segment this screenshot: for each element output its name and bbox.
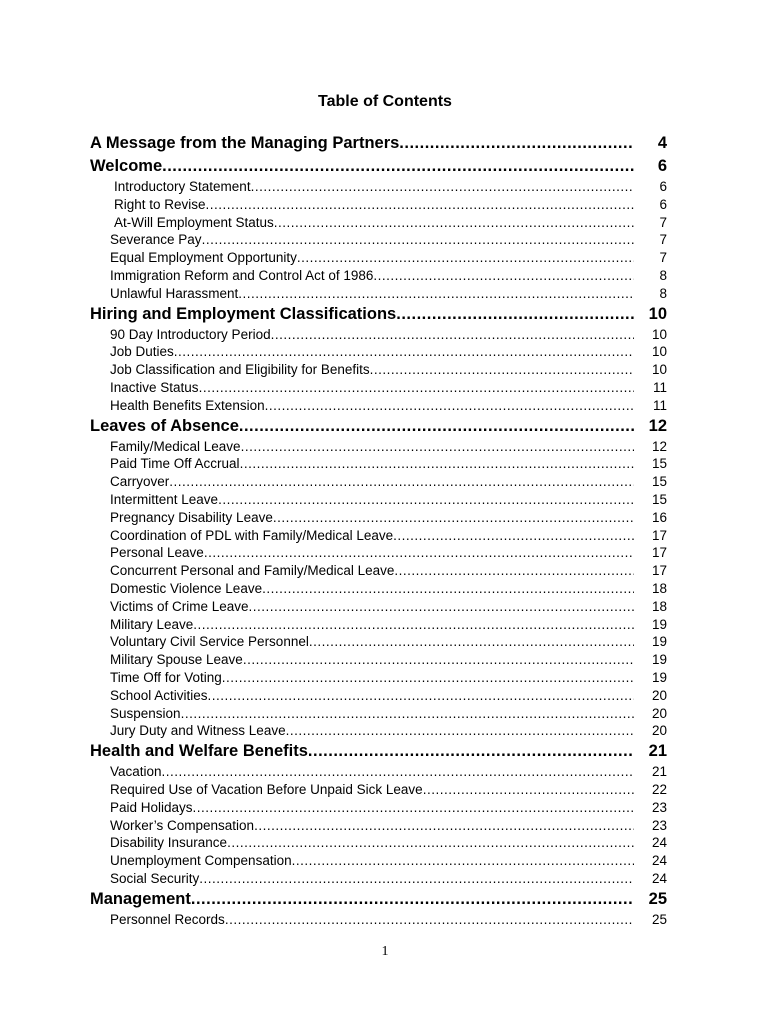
toc-dot-leader bbox=[225, 912, 634, 927]
toc-entry-label: Paid Holidays bbox=[110, 799, 193, 815]
toc-entry-label: Suspension bbox=[110, 705, 181, 721]
toc-entry-page: 8 bbox=[659, 285, 667, 301]
toc-dot-leader bbox=[206, 197, 634, 212]
toc-entry-page: 24 bbox=[651, 835, 667, 851]
toc-entry-label: Unemployment Compensation bbox=[110, 853, 292, 869]
toc-dot-leader bbox=[254, 818, 634, 833]
toc-entry-label: Introductory Statement bbox=[114, 179, 251, 194]
toc-entry-label: Jury Duty and Witness Leave bbox=[110, 723, 286, 739]
toc-entry-label: Social Security bbox=[110, 870, 200, 886]
toc-subsection-entry[interactable] bbox=[90, 215, 667, 233]
toc-subsection-entry[interactable] bbox=[90, 286, 667, 304]
toc-section-entry[interactable] bbox=[90, 134, 667, 156]
toc-dot-leader bbox=[292, 853, 634, 868]
toc-entry-page: 15 bbox=[651, 491, 667, 507]
toc-entry-label: Immigration Reform and Control Act of 1986 bbox=[110, 267, 374, 283]
toc-dot-leader bbox=[238, 286, 634, 301]
toc-entry-label: Worker’s Compensation bbox=[110, 817, 255, 833]
toc-entry-page: 16 bbox=[651, 509, 667, 525]
toc-entry-label: Inactive Status bbox=[110, 379, 199, 395]
toc-subsection-entry[interactable] bbox=[90, 545, 667, 563]
toc-entry-label: Hiring and Employment Classifications bbox=[90, 304, 397, 323]
toc-dot-leader bbox=[208, 688, 634, 703]
toc-subsection-entry[interactable] bbox=[90, 344, 667, 362]
toc-subsection-entry[interactable] bbox=[90, 688, 667, 706]
toc-entry-page: 20 bbox=[651, 705, 667, 721]
toc-dot-leader bbox=[274, 215, 634, 230]
table-of-contents bbox=[90, 134, 667, 929]
toc-section-entry[interactable] bbox=[90, 417, 667, 439]
toc-entry-page: 11 bbox=[652, 397, 667, 413]
toc-dot-leader bbox=[370, 362, 634, 377]
toc-subsection-entry[interactable] bbox=[90, 617, 667, 635]
toc-entry-label: Military Spouse Leave bbox=[110, 652, 243, 668]
toc-subsection-entry[interactable] bbox=[90, 652, 667, 670]
toc-entry-page: 19 bbox=[651, 616, 667, 632]
toc-subsection-entry[interactable] bbox=[90, 599, 667, 617]
toc-subsection-entry[interactable] bbox=[90, 706, 667, 724]
toc-subsection-entry[interactable] bbox=[90, 268, 667, 286]
toc-dot-leader bbox=[199, 871, 634, 886]
toc-dot-leader bbox=[394, 563, 634, 578]
toc-entry-label: Coordination of PDL with Family/Medical Leave bbox=[110, 527, 394, 543]
toc-entry-label: Job Classification and Eligibility for Benefits bbox=[110, 362, 370, 378]
toc-dot-leader bbox=[239, 417, 634, 436]
toc-entry-page: 17 bbox=[651, 527, 667, 543]
toc-entry-page: 15 bbox=[651, 474, 667, 490]
toc-entry-page: 7 bbox=[659, 214, 667, 230]
toc-entry-page: 4 bbox=[657, 134, 667, 152]
toc-entry-page: 20 bbox=[651, 687, 667, 703]
toc-subsection-entry[interactable] bbox=[90, 800, 667, 818]
toc-subsection-entry[interactable] bbox=[90, 912, 667, 930]
toc-entry-label: Equal Employment Opportunity bbox=[110, 250, 297, 266]
page-number: 1 bbox=[381, 944, 389, 959]
toc-entry-page: 19 bbox=[651, 634, 667, 650]
toc-subsection-entry[interactable] bbox=[90, 670, 667, 688]
toc-dot-leader bbox=[181, 706, 634, 721]
toc-entry-label: A Message from the Managing Partners bbox=[90, 134, 400, 152]
toc-dot-leader bbox=[249, 599, 634, 614]
toc-dot-leader bbox=[204, 545, 634, 560]
toc-dot-leader bbox=[423, 782, 634, 797]
toc-entry-page: 7 bbox=[659, 250, 667, 266]
toc-entry-page: 7 bbox=[659, 232, 667, 248]
toc-dot-leader bbox=[271, 327, 634, 342]
toc-entry-label: Personal Leave bbox=[110, 545, 204, 561]
toc-entry-page: 10 bbox=[651, 362, 667, 378]
toc-entry-page: 19 bbox=[651, 669, 667, 685]
toc-entry-page: 25 bbox=[651, 911, 667, 927]
toc-dot-leader bbox=[169, 474, 634, 489]
toc-entry-page: 6 bbox=[659, 179, 667, 194]
toc-dot-leader bbox=[396, 305, 634, 324]
toc-entry-label: School Activities bbox=[110, 687, 208, 703]
toc-entry-page: 15 bbox=[651, 456, 667, 472]
toc-entry-page: 23 bbox=[651, 799, 667, 815]
toc-subsection-entry[interactable] bbox=[90, 456, 667, 474]
toc-entry-label: Leaves of Absence bbox=[90, 416, 239, 435]
toc-dot-leader bbox=[373, 268, 634, 283]
toc-subsection-entry[interactable] bbox=[90, 835, 667, 853]
toc-subsection-entry[interactable] bbox=[90, 581, 667, 599]
toc-entry-label: Voluntary Civil Service Personnel bbox=[110, 634, 309, 650]
toc-entry-page: 17 bbox=[651, 545, 667, 561]
toc-subsection-entry[interactable] bbox=[90, 528, 667, 546]
toc-entry-label: Job Duties bbox=[110, 344, 174, 360]
toc-dot-leader bbox=[162, 157, 634, 176]
toc-dot-leader bbox=[191, 890, 634, 909]
toc-entry-page: 12 bbox=[651, 438, 667, 454]
toc-dot-leader bbox=[193, 617, 634, 632]
toc-subsection-entry[interactable] bbox=[90, 818, 667, 836]
toc-dot-leader bbox=[202, 232, 634, 247]
toc-entry-label: Concurrent Personal and Family/Medical Leave bbox=[110, 563, 395, 579]
toc-subsection-entry[interactable] bbox=[90, 871, 667, 889]
toc-dot-leader bbox=[199, 380, 634, 395]
toc-subsection-entry[interactable] bbox=[90, 232, 667, 250]
toc-entry-label: Intermittent Leave bbox=[110, 491, 219, 507]
page-title: Table of Contents bbox=[318, 93, 452, 110]
toc-entry-page: 11 bbox=[652, 379, 667, 395]
toc-entry-page: 12 bbox=[648, 416, 667, 435]
toc-entry-page: 21 bbox=[651, 764, 667, 780]
toc-entry-label: Right to Revise bbox=[114, 196, 206, 212]
toc-subsection-entry[interactable] bbox=[90, 380, 667, 398]
toc-section-entry[interactable] bbox=[90, 742, 667, 764]
toc-section-entry[interactable] bbox=[90, 890, 667, 912]
toc-entry-page: 10 bbox=[651, 326, 667, 342]
toc-entry-page: 10 bbox=[648, 304, 667, 323]
toc-entry-label: At-Will Employment Status bbox=[114, 214, 274, 230]
toc-dot-leader bbox=[162, 764, 634, 779]
toc-dot-leader bbox=[227, 835, 634, 850]
toc-entry-page: 6 bbox=[657, 157, 667, 175]
toc-section-entry[interactable] bbox=[90, 305, 667, 327]
toc-dot-leader bbox=[273, 510, 634, 525]
toc-subsection-entry[interactable] bbox=[90, 492, 667, 510]
toc-entry-page: 19 bbox=[651, 652, 667, 668]
toc-entry-label: Severance Pay bbox=[110, 232, 202, 248]
toc-entry-page: 24 bbox=[651, 870, 667, 886]
toc-entry-label: Domestic Violence Leave bbox=[110, 580, 263, 596]
toc-entry-label: 90 Day Introductory Period bbox=[110, 326, 271, 342]
toc-subsection-entry[interactable] bbox=[90, 250, 667, 268]
toc-dot-leader bbox=[243, 652, 634, 667]
toc-entry-page: 18 bbox=[651, 598, 667, 614]
toc-entry-label: Disability Insurance bbox=[110, 835, 228, 851]
toc-entry-label: Health and Welfare Benefits bbox=[90, 742, 308, 761]
toc-subsection-entry[interactable] bbox=[90, 853, 667, 871]
toc-entry-label: Military Leave bbox=[110, 616, 194, 632]
toc-entry-label: Health Benefits Extension bbox=[110, 397, 265, 413]
toc-subsection-entry[interactable] bbox=[90, 197, 667, 215]
toc-entry-page: 20 bbox=[651, 723, 667, 739]
toc-entry-page: 21 bbox=[648, 742, 667, 761]
toc-dot-leader bbox=[399, 134, 634, 153]
toc-subsection-entry[interactable] bbox=[90, 398, 667, 416]
toc-subsection-entry[interactable] bbox=[90, 439, 667, 457]
toc-entry-label: Welcome bbox=[90, 157, 163, 175]
toc-dot-leader bbox=[218, 492, 634, 507]
toc-entry-label: Required Use of Vacation Before Unpaid Sick Leave bbox=[110, 781, 423, 797]
toc-subsection-entry[interactable] bbox=[90, 510, 667, 528]
toc-entry-page: 18 bbox=[651, 580, 667, 596]
toc-entry-page: 8 bbox=[659, 267, 667, 283]
toc-subsection-entry[interactable] bbox=[90, 782, 667, 800]
toc-section-entry[interactable] bbox=[90, 157, 667, 179]
toc-entry-label: Unlawful Harassment bbox=[110, 285, 239, 301]
toc-subsection-entry[interactable] bbox=[90, 723, 667, 741]
toc-subsection-entry[interactable] bbox=[90, 327, 667, 345]
toc-dot-leader bbox=[297, 250, 634, 265]
toc-dot-leader bbox=[262, 581, 634, 596]
toc-entry-label: Vacation bbox=[110, 764, 162, 780]
toc-entry-page: 22 bbox=[651, 781, 667, 797]
toc-entry-page: 17 bbox=[651, 563, 667, 579]
toc-dot-leader bbox=[193, 800, 634, 815]
toc-dot-leader bbox=[222, 670, 634, 685]
toc-entry-label: Pregnancy Disability Leave bbox=[110, 509, 273, 525]
toc-entry-page: 23 bbox=[651, 817, 667, 833]
toc-dot-leader bbox=[251, 179, 634, 194]
toc-entry-page: 25 bbox=[648, 889, 667, 908]
toc-subsection-entry[interactable] bbox=[90, 474, 667, 492]
toc-dot-leader bbox=[240, 456, 634, 471]
toc-entry-label: Carryover bbox=[110, 474, 170, 490]
toc-entry-label: Management bbox=[90, 889, 191, 908]
toc-subsection-entry[interactable] bbox=[90, 634, 667, 652]
toc-entry-label: Family/Medical Leave bbox=[110, 438, 241, 454]
toc-dot-leader bbox=[174, 344, 634, 359]
toc-subsection-entry[interactable] bbox=[90, 362, 667, 380]
toc-subsection-entry[interactable] bbox=[90, 764, 667, 782]
toc-entry-label: Paid Time Off Accrual bbox=[110, 456, 240, 472]
toc-subsection-entry[interactable] bbox=[90, 179, 667, 197]
toc-entry-page: 24 bbox=[651, 853, 667, 869]
toc-dot-leader bbox=[265, 398, 634, 413]
toc-dot-leader bbox=[286, 723, 634, 738]
toc-dot-leader bbox=[308, 742, 634, 761]
toc-entry-page: 10 bbox=[651, 344, 667, 360]
toc-entry-label: Personnel Records bbox=[110, 911, 225, 927]
toc-subsection-entry[interactable] bbox=[90, 563, 667, 581]
toc-entry-label: Victims of Crime Leave bbox=[110, 598, 249, 614]
toc-entry-page: 6 bbox=[659, 196, 667, 212]
toc-dot-leader bbox=[309, 634, 634, 649]
toc-dot-leader bbox=[393, 528, 634, 543]
toc-dot-leader bbox=[241, 439, 634, 454]
toc-entry-label: Time Off for Voting bbox=[110, 669, 222, 685]
